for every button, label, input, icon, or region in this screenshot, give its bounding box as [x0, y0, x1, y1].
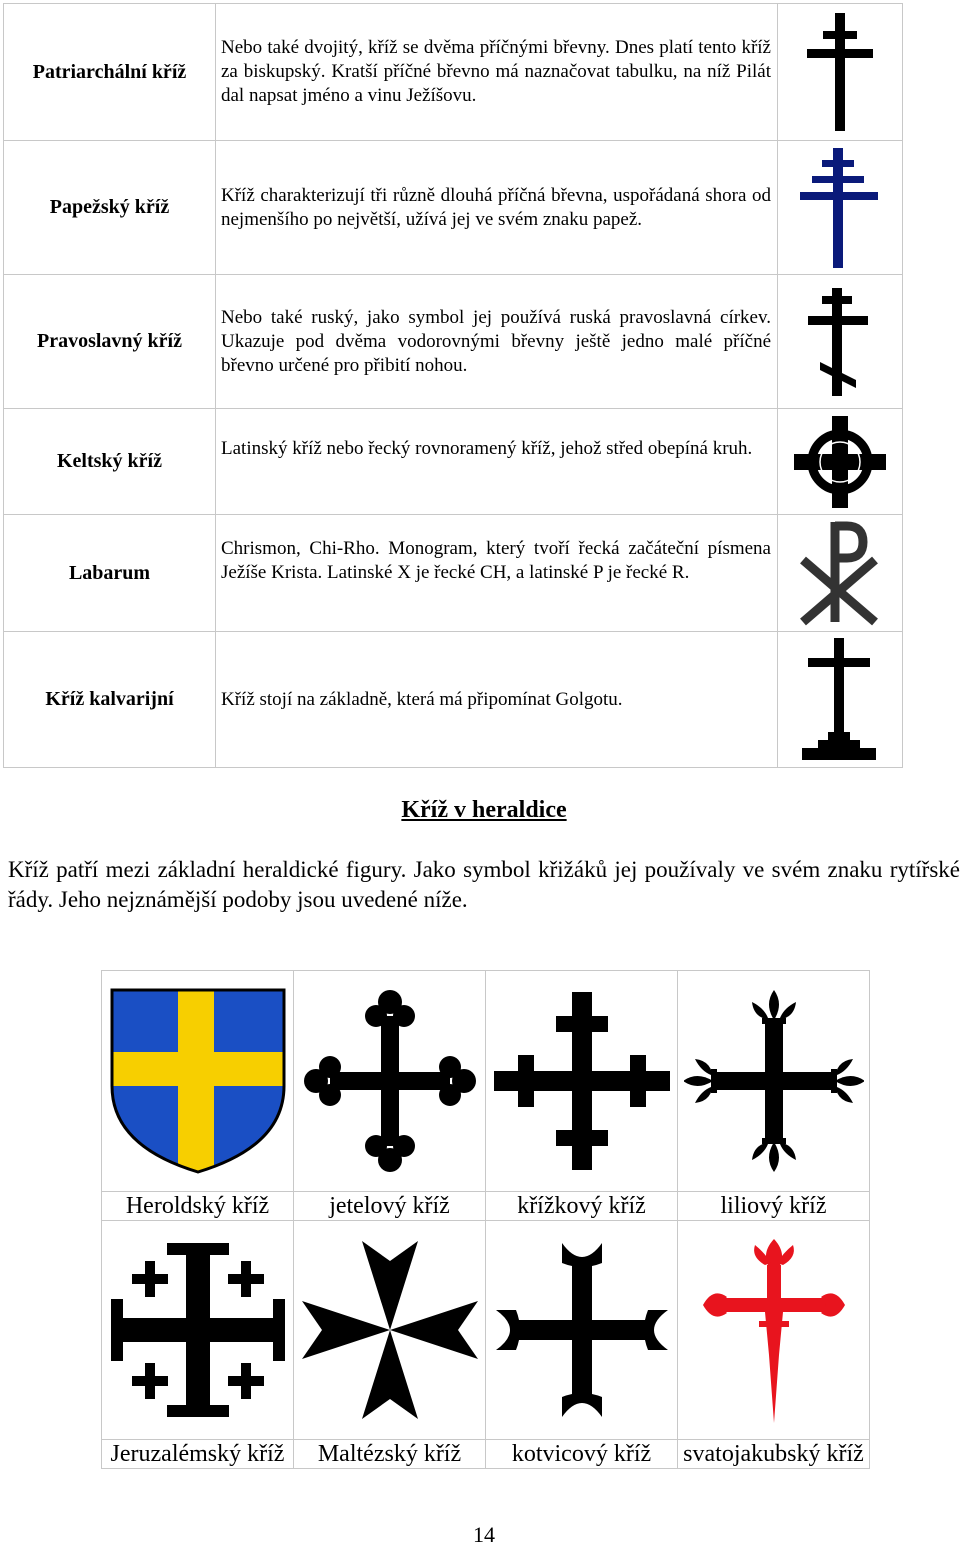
- heraldic-cross-caption: Maltézský kříž: [294, 1440, 486, 1469]
- heraldic-cross-caption: jetelový kříž: [294, 1192, 486, 1221]
- cross-name: Papežský kříž: [4, 141, 216, 275]
- table-row: [102, 1440, 870, 1469]
- cross-description: Kříž stojí na základně, která má připomínat Golgotu.: [216, 632, 778, 768]
- table-row: [102, 1192, 870, 1221]
- papal-cross-icon: [797, 146, 883, 270]
- table-row: [4, 141, 903, 275]
- table-row: [102, 1221, 870, 1440]
- santiago-cross-icon: [699, 1235, 849, 1425]
- heraldic-cross-caption: křížkový kříž: [486, 1192, 678, 1221]
- heraldic-shield-cross-icon: [108, 986, 288, 1176]
- moline-cross-icon: [492, 1237, 672, 1423]
- table-row: [4, 409, 903, 515]
- chi-rho-icon: [797, 518, 883, 628]
- table-row: [4, 275, 903, 409]
- cross-name: Kříž kalvarijní: [4, 632, 216, 768]
- cross-description: Nebo také dvojitý, kříž se dvěma příčnými břevny. Dnes platí tento kříž za biskupský. Kratší příčné břevno má naznačovat tabulku, na níž Pilát dal napsat jméno a vinu Ježíšovu.: [216, 4, 778, 141]
- orthodox-cross-icon: [800, 286, 880, 398]
- cross-name: Patriarchální kříž: [4, 4, 216, 141]
- cross-description: Nebo také ruský, jako symbol jej používá ruská pravoslavná církev. Ukazuje pod dvěma vodorovnými břevny ještě jedno malé příčné břevno určené pro přibití nohou.: [216, 275, 778, 409]
- celtic-cross-icon: [792, 414, 888, 510]
- table-row: [4, 515, 903, 632]
- fleur-de-lis-cross-icon: [684, 986, 864, 1176]
- table-row: [4, 632, 903, 768]
- heraldic-cross-caption: svatojakubský kříž: [678, 1440, 870, 1469]
- section-title: Kříž v heraldice: [401, 797, 567, 823]
- table-row: [102, 971, 870, 1192]
- cross-description: Chrismon, Chi-Rho. Monogram, který tvoří řecká začáteční písmena Ježíše Krista. Latinské X je řecké CH, a latinské P je řecké R.: [216, 515, 778, 632]
- heraldic-cross-caption: liliový kříž: [678, 1192, 870, 1221]
- heraldic-cross-caption: kotvicový kříž: [486, 1440, 678, 1469]
- cross-name: Keltský kříž: [4, 409, 216, 515]
- table-row: [4, 4, 903, 141]
- cross-description: Latinský kříž nebo řecký rovnoramený kříž, jehož střed obepíná kruh.: [216, 409, 778, 515]
- heraldic-cross-caption: Heroldský kříž: [102, 1192, 294, 1221]
- patriarchal-cross-icon: [800, 11, 880, 133]
- cross-name: Labarum: [4, 515, 216, 632]
- section-intro: Kříž patří mezi základní heraldické figury. Jako symbol křižáků jej používaly ve svém znaku rytířské řády. Jeho nejznámější podoby jsou uvedené níže.: [8, 857, 960, 912]
- cross-name: Pravoslavný kříž: [4, 275, 216, 409]
- crosslet-cross-icon: [492, 986, 672, 1176]
- heraldic-cross-caption: Jeruzalémský kříž: [102, 1440, 294, 1469]
- maltese-cross-icon: [300, 1237, 480, 1423]
- jerusalem-cross-icon: [107, 1237, 289, 1423]
- trefoil-cross-icon: [300, 986, 480, 1176]
- page-number: 14: [473, 1522, 495, 1547]
- heraldic-crosses-table: [101, 970, 870, 1469]
- cross-description: Kříž charakterizují tři různě dlouhá příčná břevna, uspořádaná shora od nejmenšího po největší, užívá jej ve svém znaku papež.: [216, 141, 778, 275]
- calvary-cross-icon: [800, 636, 880, 764]
- cross-types-table: [3, 3, 903, 768]
